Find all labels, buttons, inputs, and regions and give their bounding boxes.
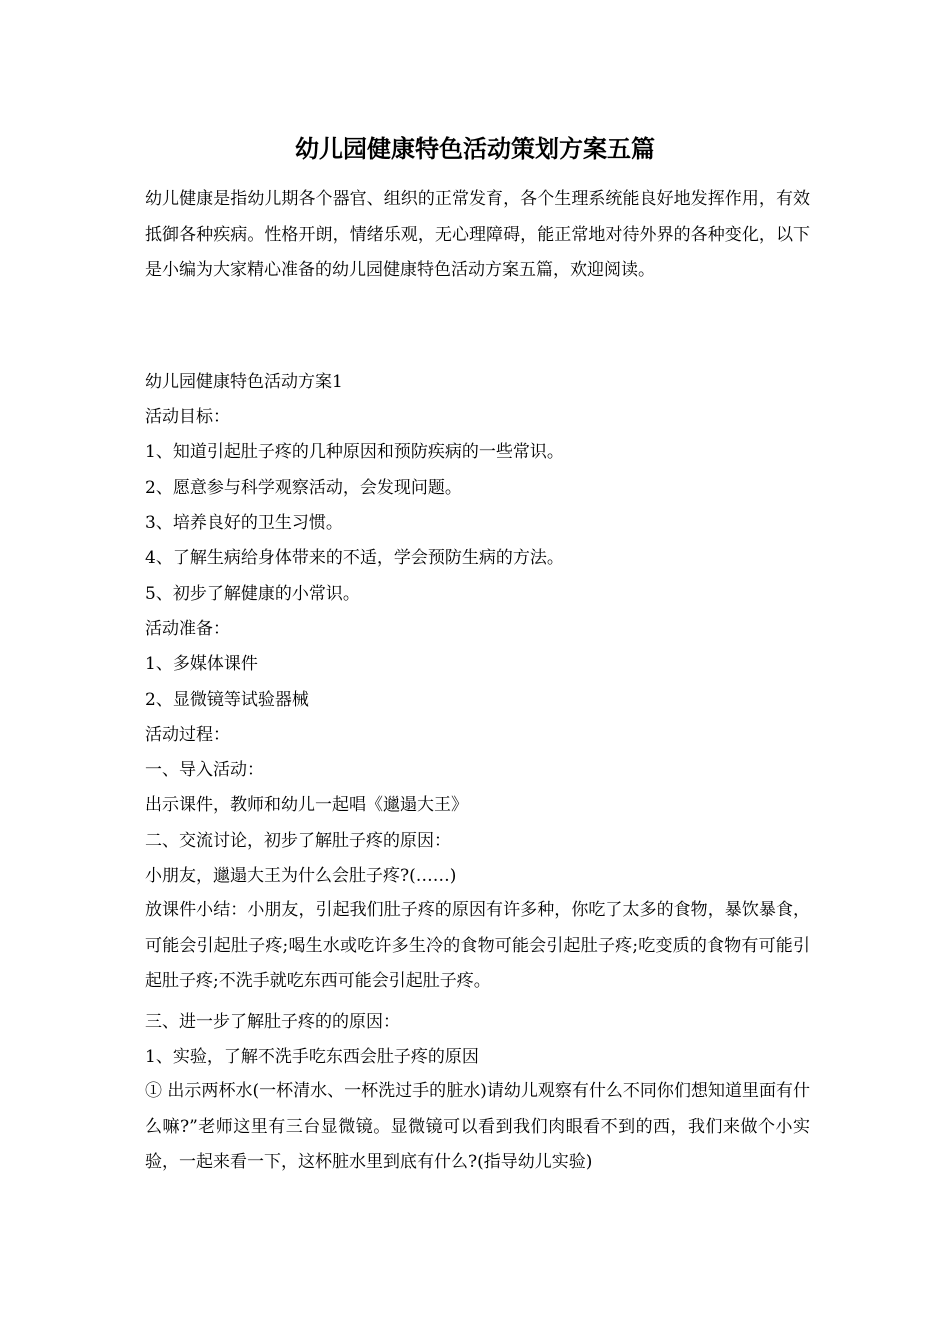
step3-item: 1、实验，了解不洗手吃东西会肚子疼的原因 xyxy=(145,1047,479,1067)
goal-item: 5、初步了解健康的小常识。 xyxy=(145,584,360,604)
goals-heading: 活动目标： xyxy=(145,407,230,427)
step3-heading: 三、进一步了解肚子疼的的原因： xyxy=(145,1012,400,1032)
document-title: 幼儿园健康特色活动策划方案五篇 xyxy=(295,134,655,163)
prep-item: 2、显微镜等试验器械 xyxy=(145,690,309,710)
step2-question: 小朋友，邋遢大王为什么会肚子疼?(……) xyxy=(145,866,457,886)
step1-heading: 一、导入活动： xyxy=(145,760,264,780)
step3-detail: ① 出示两杯水(一杯清水、一杯洗过手的脏水)请幼儿观察有什么不同你们想知道里面有什么嘛?”老师这里有三台显微镜。显微镜可以看到我们肉眼看不到的西，我们来做个小实验，一起来看一下，这杯脏水里到底有什么?(指导幼儿实验) xyxy=(145,1081,810,1172)
step2-summary: 放课件小结：小朋友，引起我们肚子疼的原因有许多种，你吃了太多的食物，暴饮暴食，可能会引起肚子疼;喝生水或吃许多生冷的食物可能会引起肚子疼;吃变质的食物有可能引起肚子疼;不洗手就吃东西可能会引起肚子疼。 xyxy=(145,900,810,991)
intro-paragraph: 幼儿健康是指幼儿期各个器官、组织的正常发育，各个生理系统能良好地发挥作用，有效抵御各种疾病。性格开朗，情绪乐观，无心理障碍，能正常地对待外界的各种变化，以下是小编为大家精心准备的幼儿园健康特色活动方案五篇，欢迎阅读。 xyxy=(145,189,810,280)
goal-item: 3、培养良好的卫生习惯。 xyxy=(145,513,343,533)
step1-text: 出示课件，教师和幼儿一起唱《邋遢大王》 xyxy=(145,795,468,815)
prep-heading: 活动准备： xyxy=(145,619,230,639)
prep-item: 1、多媒体课件 xyxy=(145,654,258,674)
section-title: 幼儿园健康特色活动方案1 xyxy=(145,372,343,392)
process-heading: 活动过程： xyxy=(145,725,230,745)
step2-heading: 二、交流讨论，初步了解肚子疼的原因： xyxy=(145,831,451,851)
goal-item: 2、愿意参与科学观察活动，会发现问题。 xyxy=(145,478,462,498)
goal-item: 1、知道引起肚子疼的几种原因和预防疾病的一些常识。 xyxy=(145,442,564,462)
goal-item: 4、了解生病给身体带来的不适，学会预防生病的方法。 xyxy=(145,548,564,568)
